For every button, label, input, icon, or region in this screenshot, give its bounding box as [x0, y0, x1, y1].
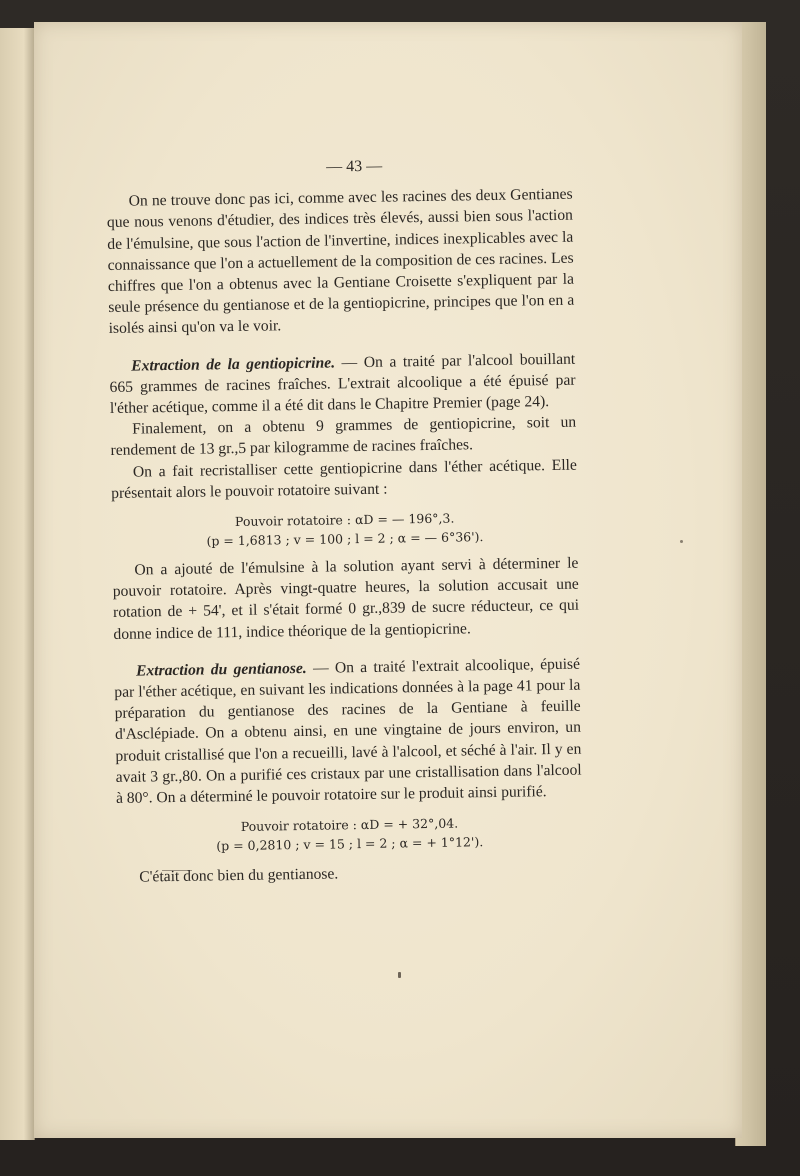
intro-paragraph: On ne trouve donc pas ici, comme avec les racines des deux Gentianes que nous venons d'étudier, des indices très élevés, aussi bien sous l'action de l'émulsine, que sous l'action de l'invertine, indices inexplicables avec la connaissance que l'on a actuellement de la composition de ces racines. Les chiffres que l'on a obtenus avec la Gentiane Croisette s'expliquent par la seule présence du gentianose et de la gentiopicrine, principes que l'on en a isolés ainsi qu'on va le voir.	[106, 185, 575, 338]
section2-paragraph	[114, 653, 582, 809]
section1-paragraph-4: On a ajouté de l'émulsine à la solution ayant servi à déterminer le pouvoir rotatoire. Après vingt-quatre heures, la solution accusait une rotation de + 54', et il s'était formé 0 gr.,839 de sucre réducteur, ce qui donne indice de 111, indice théorique de la gentiopicrine.	[112, 554, 580, 643]
section1-paragraph-2: Finalement, on a obtenu 9 grammes de gentiopicrine, soit un rendement de 13 gr.,5 par kilogramme de racines fraîches.	[110, 413, 577, 460]
facing-page-edge	[0, 28, 35, 1140]
page-number: — 43 —	[326, 157, 383, 176]
closing-paragraph: C'était donc bien du gentianose.	[139, 865, 339, 886]
section2-text: — On a traité l'extrait alcoolique, épuisé par l'éther acétique, en suivant les indications données à la page 41 pour la préparation du gentianose des racines de la Gentiane à feuille d'Asclépiade. On a obtenu ainsi, en une vingtaine de jours environ, un produit cristallisé que l'on a recueilli, lavé à l'alcool, et séché à l'air. Il y en avait 3 gr.,80. On a purifié ces cristaux par une cristallisation dans l'alcool à 80°. On a déterminé le pouvoir rotatoire sur le produit ainsi purifié.	[114, 655, 582, 807]
formula2-line2: (p = 0,2810 ; v = 15 ; l = 2 ; α = + 1°12').	[216, 834, 484, 854]
ink-speck	[680, 540, 683, 543]
section1-paragraph	[109, 348, 576, 419]
formula1-line2: (p = 1,6813 ; v = 100 ; l = 2 ; α = — 6°36').	[206, 529, 484, 549]
section-gentianose	[114, 653, 584, 888]
section1-paragraph-3: On a fait recristalliser cette gentiopicrine dans l'éther acétique. Elle présentait alors le pouvoir rotatoire suivant :	[111, 456, 577, 502]
section-gentiopicrine	[109, 348, 579, 645]
rotation-formula-1	[112, 507, 579, 552]
formula2-line1: Pouvoir rotatoire : αD = + 32°,04.	[240, 815, 459, 835]
section1-heading: Extraction de la gentiopicrine.	[131, 354, 336, 375]
section1-text: — On a traité par l'alcool bouillant 665 grammes de racines fraîches. L'extrait alcoolique a été épuisé par l'éther acétique, comme il a été dit dans le Chapitre Premier (page 24).	[109, 350, 576, 417]
section2-heading: Extraction du gentianose.	[135, 659, 307, 680]
rotation-formula-2	[116, 812, 583, 857]
page-text-block	[106, 153, 583, 889]
ink-speck-bottom	[398, 972, 401, 978]
formula1-line1: Pouvoir rotatoire : αD = — 196°,3.	[234, 510, 455, 530]
